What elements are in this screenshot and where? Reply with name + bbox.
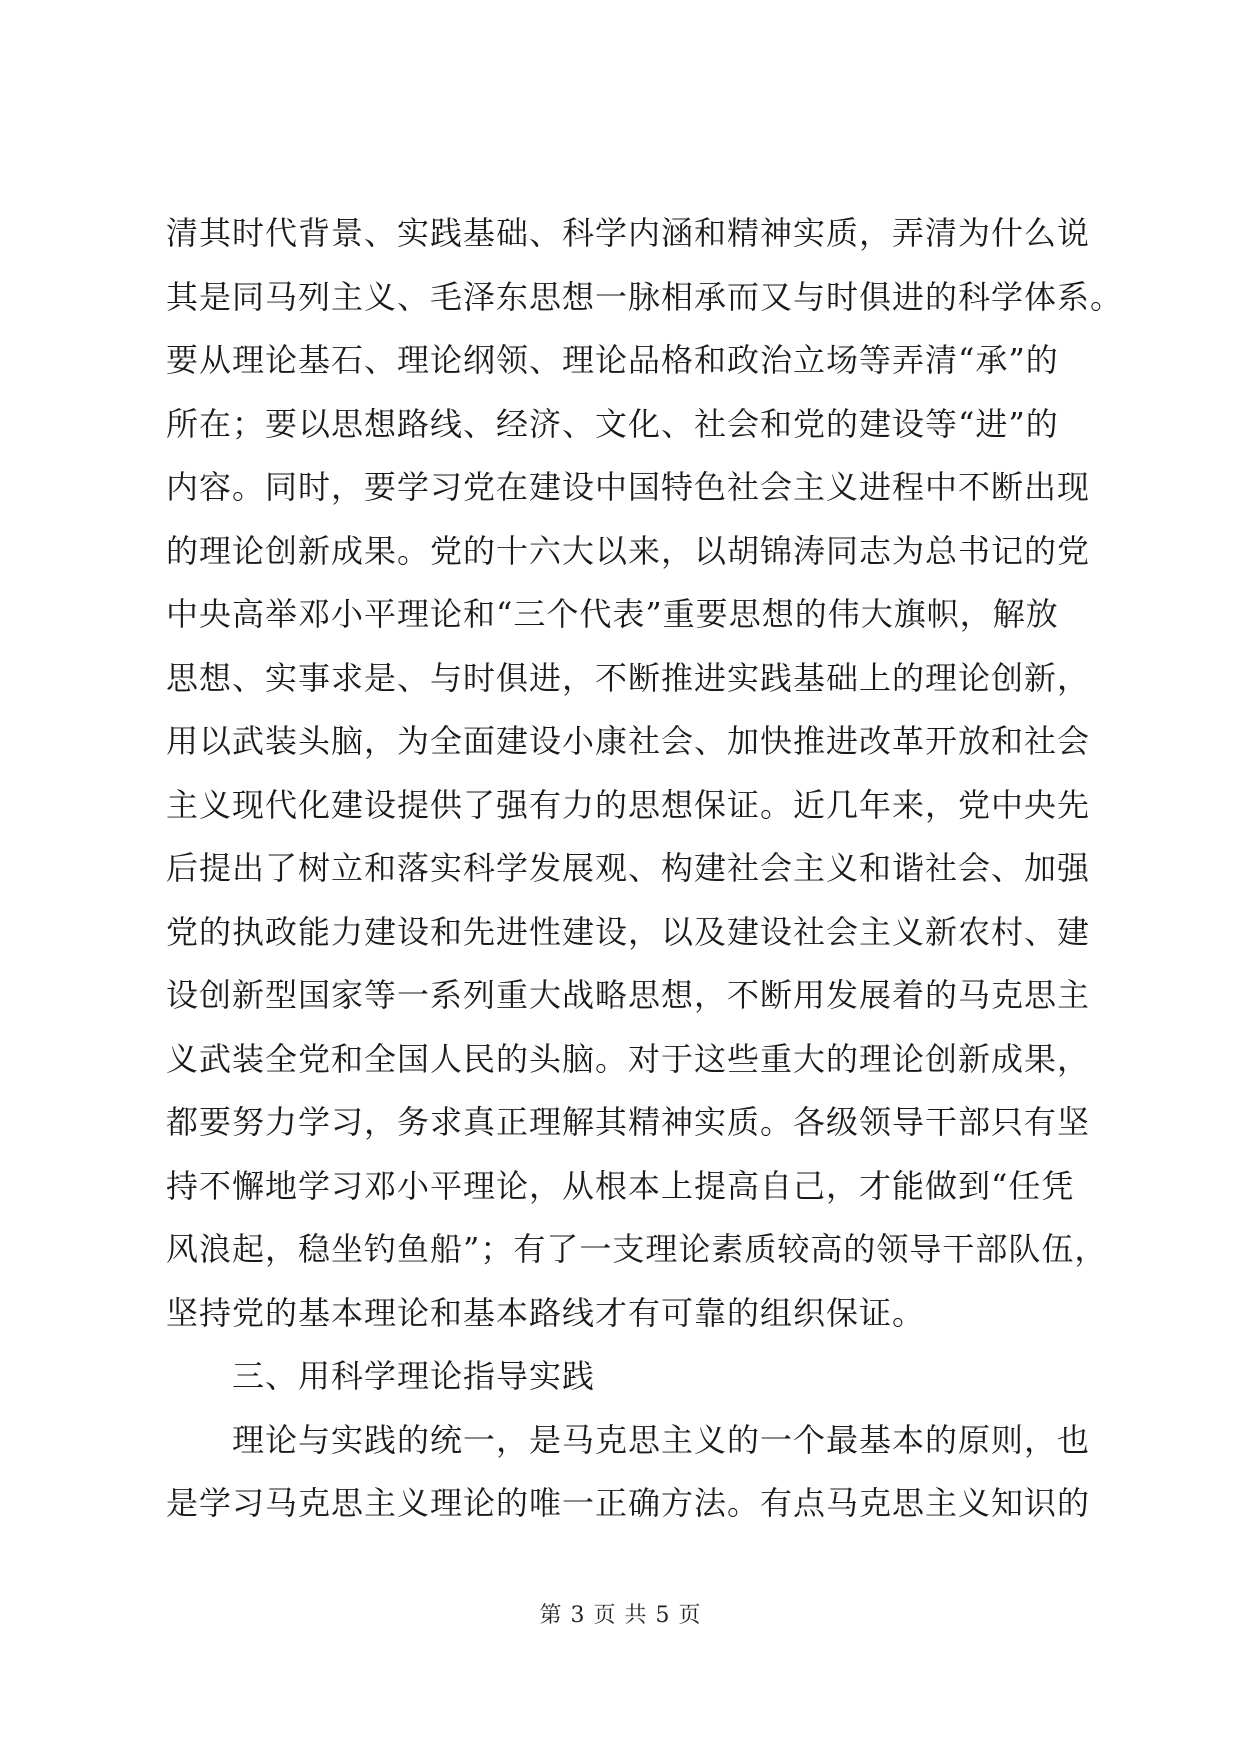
text-line: 主义现代化建设提供了强有力的思想保证。近几年来，党中央先 bbox=[166, 785, 1091, 824]
page-footer: 第 3 页 共 5 页 bbox=[539, 1603, 702, 1628]
text-line: 清其时代背景、实践基础、科学内涵和精神实质，弄清为什么说 bbox=[166, 214, 1091, 252]
text-line: 义武装全党和全国人民的头脑。对于这些重大的理论创新成果， bbox=[166, 1039, 1091, 1078]
text-line: 风浪起，稳坐钓鱼船”；有了一支理论素质较高的领导干部队伍， bbox=[166, 1230, 1108, 1268]
text-line: 中央高举邓小平理论和“三个代表”重要思想的伟大旗帜，解放 bbox=[166, 595, 1059, 633]
text-line: 都要努力学习，务求真正理解其精神实质。各级领导干部只有坚 bbox=[166, 1103, 1091, 1141]
text-line: 设创新型国家等一系列重大战略思想，不断用发展着的马克思主 bbox=[166, 976, 1091, 1014]
text-line: 坚持党的基本理论和基本路线才有可靠的组织保证。 bbox=[166, 1293, 926, 1332]
text-line: 理论与实践的统一，是马克思主义的一个最基本的原则，也 bbox=[232, 1420, 1091, 1459]
text-line: 所在；要以思想路线、经济、文化、社会和党的建设等“进”的 bbox=[166, 404, 1059, 443]
text-line: 党的执政能力建设和先进性建设，以及建设社会主义新农村、建 bbox=[166, 912, 1091, 951]
text-line: 是学习马克思主义理论的唯一正确方法。有点马克思主义知识的 bbox=[166, 1484, 1091, 1522]
text-line: 用以武装头脑，为全面建设小康社会、加快推进改革开放和社会 bbox=[166, 722, 1091, 760]
text-line: 要从理论基石、理论纲领、理论品格和政治立场等弄清“承”的 bbox=[166, 341, 1059, 379]
section-heading: 三、用科学理论指导实践 bbox=[232, 1357, 596, 1395]
text-line: 后提出了树立和落实科学发展观、构建社会主义和谐社会、加强 bbox=[166, 849, 1091, 887]
text-line: 持不懈地学习邓小平理论，从根本上提高自己，才能做到“任凭 bbox=[166, 1166, 1075, 1205]
body-text bbox=[166, 202, 1124, 1536]
text-line: 内容。同时，要学习党在建设中国特色社会主义进程中不断出现 bbox=[166, 468, 1091, 506]
text-line: 思想、实事求是、与时俱进，不断推进实践基础上的理论创新， bbox=[166, 658, 1091, 697]
text-line: 其是同马列主义、毛泽东思想一脉相承而又与时俱进的科学体系。 bbox=[166, 277, 1124, 316]
text-line: 的理论创新成果。党的十六大以来，以胡锦涛同志为总书记的党 bbox=[166, 531, 1091, 570]
